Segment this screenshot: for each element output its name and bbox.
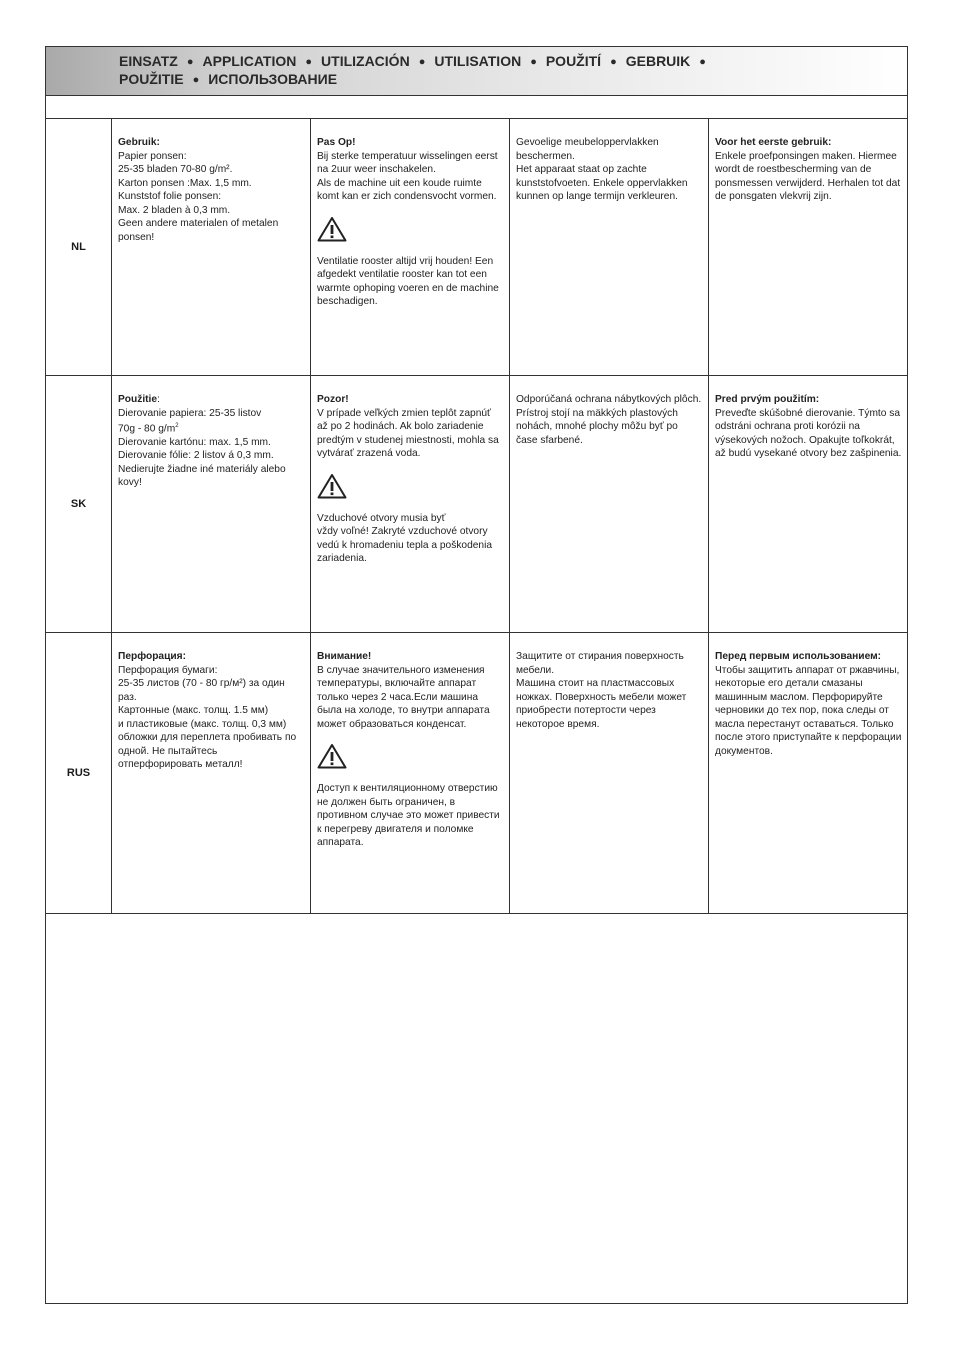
bullet-separator: ● [186,56,194,68]
cell-text: Enkele proefponsingen maken. Hiermee wordt de roestbescherming van de ponsmessen verwijderd. Herhalen tot dat de ponsgaten vlekvrij zijn. [715,150,901,202]
title-word: ИСПОЛЬЗОВАНИЕ [208,71,338,87]
language-code: NL [46,119,112,375]
language-row-nl [46,119,907,376]
title-word: APPLICATION [202,53,297,69]
cell-heading: Pred prvým použitím: [715,394,820,405]
cell-text: V prípade veľkých zmien teplôt zapnúť až po 2 hodinách. Ak bolo zariadenie predtým v studenej miestnosti, mohla sa vytvárať zrazená voda. [317,407,499,459]
first-use-cell [709,376,908,632]
bullet-separator: ● [305,56,313,68]
section-header [46,47,907,96]
title-word: GEBRUIK [625,53,691,69]
warning-triangle-icon [317,743,347,769]
warning-cell [311,376,510,632]
language-code: RUS [46,633,112,913]
language-row-rus [46,633,907,914]
cell-heading: Voor het eerste gebruik: [715,137,832,148]
bullet-separator: ● [699,56,706,68]
cell-heading [118,393,304,407]
bullet-separator: ● [610,56,617,68]
warning-cell [311,633,510,913]
cell-text: Gevoelige meubeloppervlakken beschermen. Het apparaat staat op zachte kunststofvoeten. Enkele oppervlakken kunnen op lange termijn verkleuren. [516,137,688,202]
superscript: 2 [175,423,179,429]
surface-care-cell [510,376,709,632]
title-line-2 [119,71,819,89]
cell-text: Preveďte skúšobné dierovanie. Týmto sa odstráni ochrana proti korózii na výsekových nožoch. Opakujte toľkokrát, až budú vysekané otvory bez zašpinenia. [715,407,902,459]
first-use-cell [709,119,908,375]
cell-heading: Pas Op! [317,137,356,148]
spacer-row [46,96,907,119]
cell-heading: Gebruik: [118,137,160,148]
cell-text: Ventilatie rooster altijd vrij houden! Een afgedekt ventilatie rooster kan tot een warmte ophoping voeren en de machine beschadigen. [317,255,499,307]
warning-triangle-icon [317,473,347,499]
surface-care-cell [510,633,709,913]
first-use-cell [709,633,908,913]
cell-text: Papier ponsen: 25-35 bladen 70-80 g/m². Karton ponsen :Max. 1,5 mm. Kunststof folie ponsen: Max. 2 bladen à 0,3 mm. Geen andere materialen of metalen ponsen! [118,150,279,243]
usage-cell [112,376,311,632]
title-word: UTILIZACIÓN [321,53,410,69]
cell-heading: Pozor! [317,394,349,405]
surface-care-cell [510,119,709,375]
cell-text: Odporúčaná ochrana nábytkových plôch. Prístroj stojí na mäkkých plastových nohách, mnohé plochy môžu byť po čase sfarbené. [516,394,702,446]
title-word: POUŽITÍ [545,53,602,69]
cell-text-part: Dierovanie papiera: 25-35 listov 70g - 80 g/m [118,407,262,435]
page-frame [45,46,908,1304]
cell-text: Доступ к вентиляционному отверстию не должен быть ограничен, в противном случае это может привести к перегреву двигателя и поломке аппарата. [317,783,500,848]
bullet-separator: ● [192,74,200,86]
title-word: UTILISATION [434,53,522,69]
usage-cell [112,119,311,375]
title-word: POUŽITIE [119,71,184,87]
usage-cell [112,633,311,913]
warning-triangle-icon [317,216,347,242]
cell-text: Vzduchové otvory musia byť vždy voľné! Zakryté vzduchové otvory vedú k hromadeniu tepla a poškodenia zariadenia. [317,512,493,564]
heading-colon: : [157,394,160,405]
title-line-1 [119,53,819,71]
cell-text: Защитите от стирания поверхность мебели. Машина стоит на пластмассовых ножках. Поверхность мебели может приобрести потертости через некоторое время. [516,651,687,730]
cell-text: Перфорация бумаги: 25-35 листов (70 - 80 гр/м²) за один раз. Картонные (макс. толщ. 1.5 мм) и пластиковые (макс. толщ. 0,3 мм) обложки для переплета пробивать по одной. Не пытайтесь отперфорировать металл! [118,664,297,770]
cell-heading: Перед первым использованием: [715,651,882,662]
bullet-separator: ● [530,56,537,68]
language-code: SK [46,376,112,632]
cell-heading: Перфорация: [118,651,186,662]
cell-text: Bij sterke temperatuur wisselingen eerst na 2uur weer inschakelen. Als de machine uit een koude ruimte komt kan er zich condensvocht vormen. [317,150,498,202]
title-word: EINSATZ [119,53,178,69]
cell-text-part: Dierovanie kartónu: max. 1,5 mm. Dierovanie fólie: 2 listov á 0,3 mm. Nedierujte žiadne iné materiály alebo kovy! [118,436,286,489]
cell-text: В случае значительного изменения температуры, включайте аппарат только через 2 часа.Если машина была на холоде, то внутри аппарата может образоваться конденсат. [317,664,490,730]
language-row-sk [46,376,907,633]
section-title [119,53,819,89]
heading-word: Použitie [118,394,158,405]
cell-text [118,407,304,490]
bullet-separator: ● [418,56,426,68]
cell-heading: Внимание! [317,651,372,662]
cell-text: Чтобы защитить аппарат от ржавчины, некоторые его детали смазаны машинным маслом. Перфорируйте черновики до тех пор, пока следы от масла перестанут оставаться. Только после этого приступайте к перфорации документов. [715,664,902,757]
warning-cell [311,119,510,375]
